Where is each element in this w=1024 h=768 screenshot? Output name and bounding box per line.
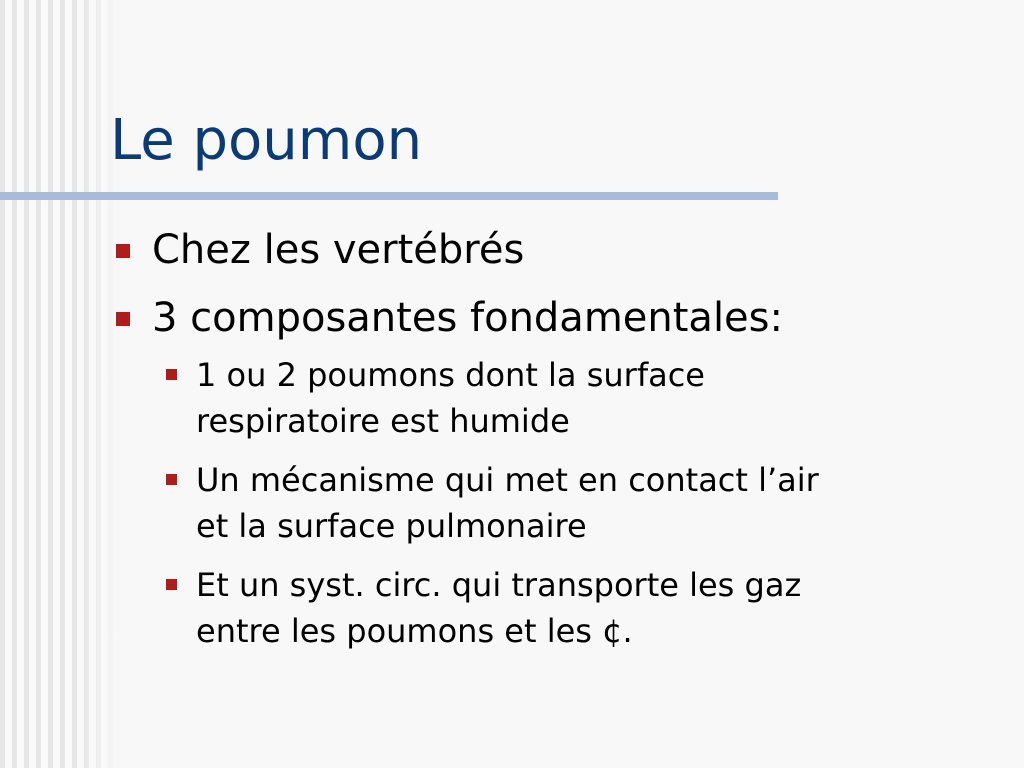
slide-title: Le poumon [110, 108, 423, 173]
square-bullet-icon [166, 579, 177, 590]
sub-bullet-line: et la surface pulmonaire [196, 507, 587, 545]
bullet-text: 3 composantes fondamentales: [152, 295, 783, 341]
square-bullet-icon [166, 369, 177, 380]
bullet-text: Chez les vertébrés [152, 227, 525, 273]
sub-bullet-text [196, 562, 996, 654]
sub-bullet-line: Un mécanisme qui met en contact l’air [196, 461, 819, 499]
sub-bullet-text [196, 457, 996, 549]
square-bullet-icon [116, 312, 130, 326]
sub-bullet-line: 1 ou 2 poumons dont la surface [196, 356, 705, 394]
square-bullet-icon [166, 474, 177, 485]
sub-bullet-line: respiratoire est humide [196, 402, 570, 440]
square-bullet-icon [116, 244, 130, 258]
sub-bullet-line: entre les poumons et les ¢. [196, 612, 633, 650]
sub-bullet-line: Et un syst. circ. qui transporte les gaz [196, 566, 802, 604]
sub-bullet-text [196, 352, 996, 444]
